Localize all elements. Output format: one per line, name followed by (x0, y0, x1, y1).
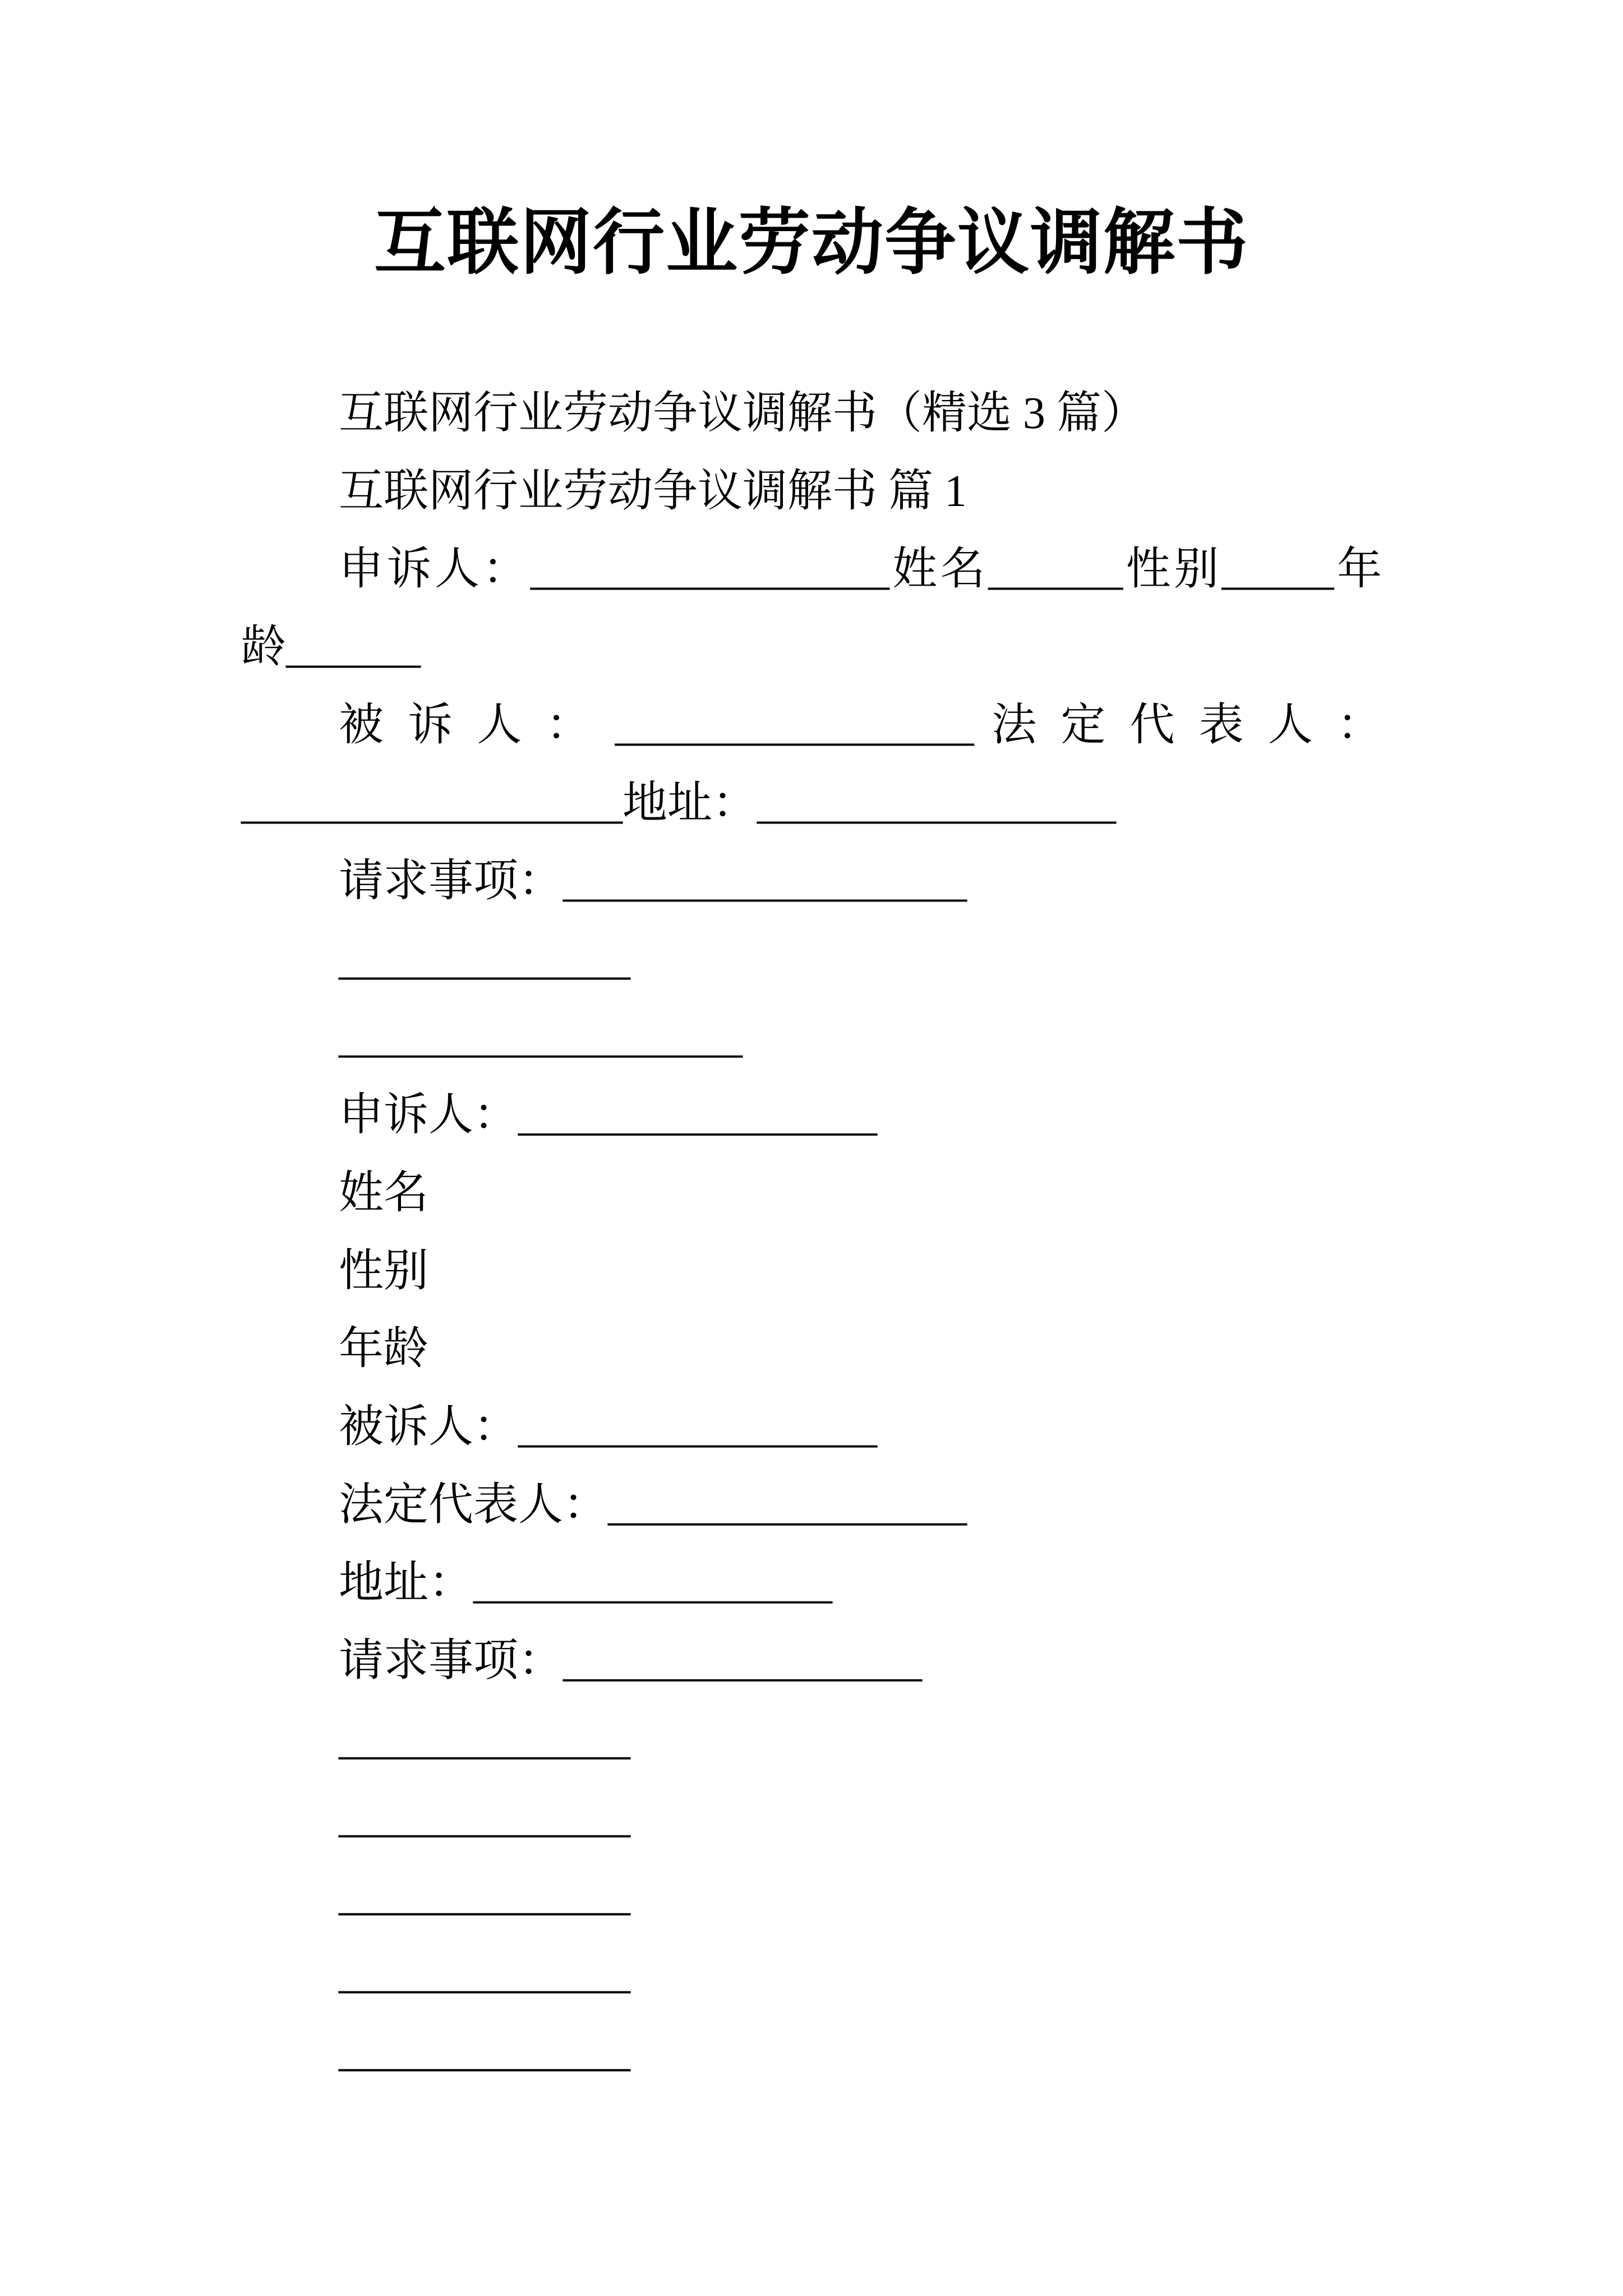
respondent-line: 被诉人：________________ (339, 1402, 877, 1452)
address-continuation-line: _________________地址：________________ (241, 779, 1116, 828)
respondent-legal-rep-line: 被 诉 人 ： ________________ 法 定 代 表 人 ： (339, 701, 1382, 750)
claims-line: 请求事项：__________________ (339, 857, 967, 906)
part-1-heading-line: 互联网行业劳动争议调解书 篇 1 (339, 467, 967, 516)
blank-underscore-line: _____________ (339, 1870, 630, 1920)
document-title: 互联网行业劳动争议调解书 (374, 203, 1249, 283)
claimant-name-sex-age-line: 申诉人：________________姓名______性别_____年 (339, 545, 1382, 594)
document-body (241, 375, 1382, 2090)
legal-representative-line: 法定代表人：________________ (339, 1480, 967, 1530)
blank-underscore-line: __________________ (339, 1013, 743, 1062)
blank-underscore-line: _____________ (339, 1792, 630, 1842)
sex-label-line: 性别 (339, 1246, 428, 1296)
name-label-line: 姓名 (339, 1168, 428, 1218)
claims-line-2: 请求事项：________________ (339, 1636, 922, 1686)
blank-underscore-line: _____________ (339, 1714, 630, 1764)
blank-underscore-line: _____________ (339, 935, 630, 984)
blank-underscore-line: _____________ (339, 2026, 630, 2076)
subtitle-selection-line: 互联网行业劳动争议调解书（精选 3 篇） (339, 389, 1146, 438)
blank-underscore-line: _____________ (339, 1948, 630, 1998)
age-label-line: 年龄 (339, 1324, 428, 1374)
claimant-line: 申诉人：________________ (339, 1091, 877, 1140)
age-continuation-line: 龄______ (241, 623, 421, 672)
address-line: 地址：________________ (339, 1558, 832, 1608)
